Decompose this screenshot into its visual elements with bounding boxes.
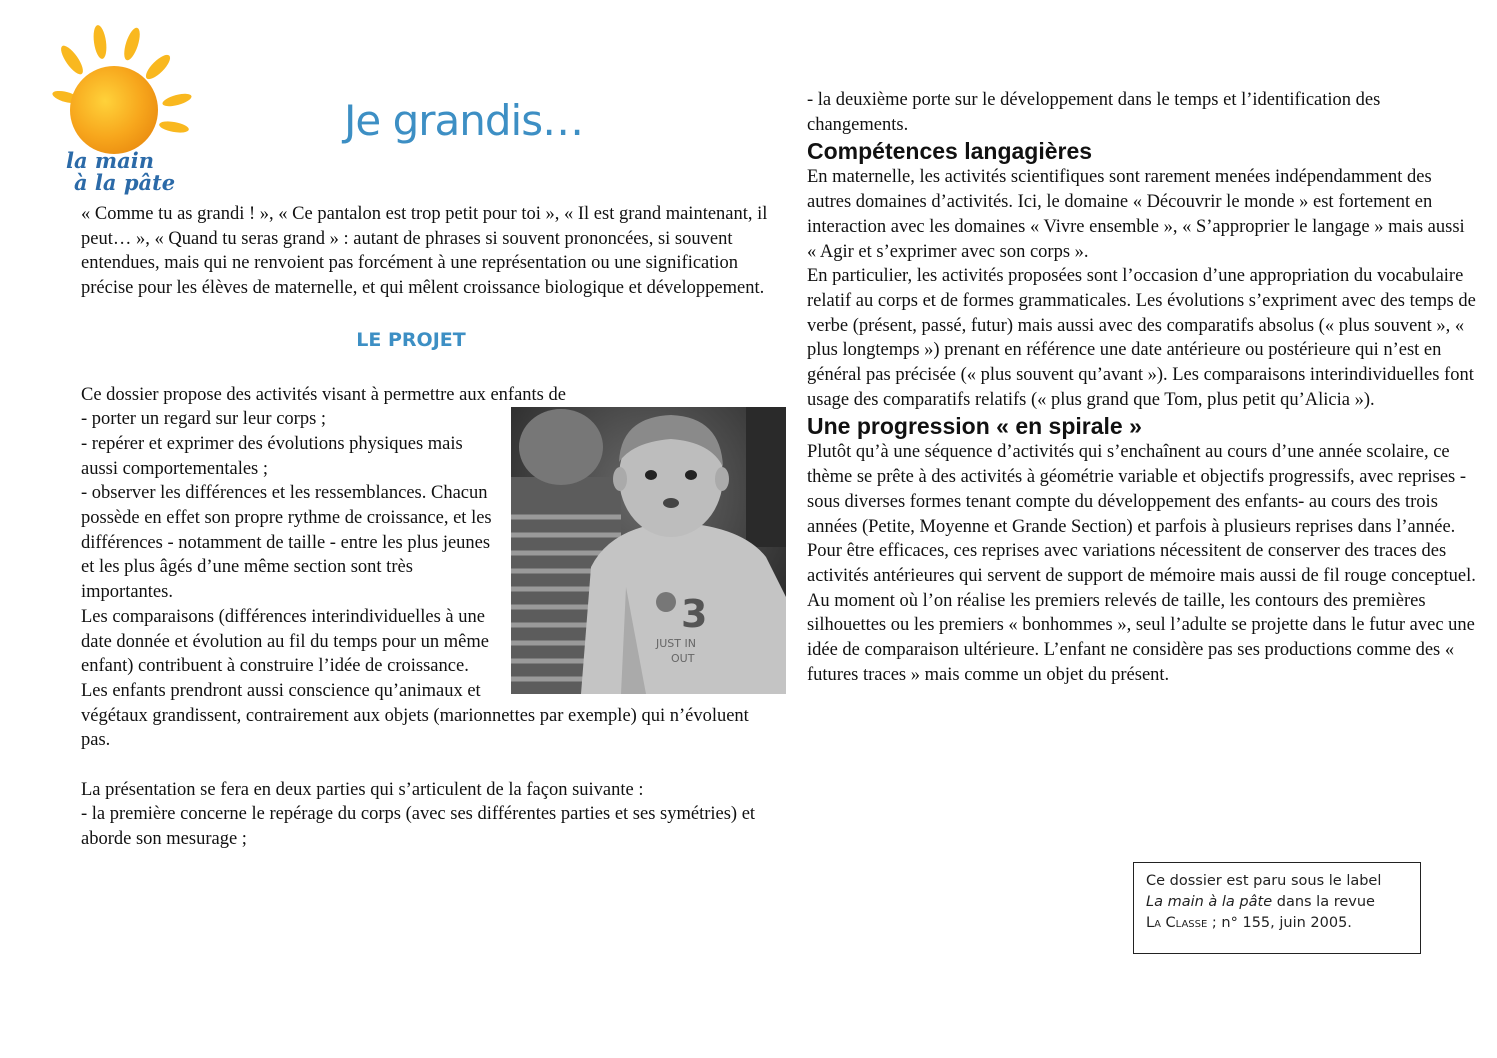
note-line-3 [1146, 913, 1408, 934]
progression-paragraph-3: Au moment où l’on réalise les premiers relevés de taille, les contours des premières silhouettes ou les premiers « bonhommes », seul l’adulte se projette dans le futur avec une idée de comparaison ultérieure. L’enfant ne considère pas ses productions comme des « futures traces » mais comme un objet du présent. [807, 590, 1475, 685]
projet-line-0: Ce dossier propose des activités visant à permettre aux enfants de [81, 384, 566, 405]
presentation-intro: La présentation se fera en deux parties qui s’articulent de la façon suivante : [81, 779, 644, 800]
note-line-3-rest: ; n° 155, juin 2005. [1207, 915, 1352, 931]
section-heading-projet: LE PROJET [356, 328, 466, 351]
sun-logo-icon [52, 22, 197, 200]
shirt-text-2: OUT [671, 652, 695, 666]
shirt-text-1: JUST IN [656, 637, 696, 651]
heading-progression: Une progression « en spirale » [807, 413, 1142, 440]
note-label: La main à la pâte [1146, 894, 1273, 910]
la-main-a-la-pate-logo [52, 22, 197, 200]
note-revue: La Classe [1146, 915, 1208, 931]
projet-line-1: - porter un regard sur leur corps ; [81, 409, 327, 430]
logo-text-line2: à la pâte [74, 170, 176, 195]
shirt-number: 3 [681, 592, 708, 637]
child-photo [511, 407, 786, 694]
intro-paragraph: « Comme tu as grandi ! », « Ce pantalon est trop petit pour toi », « Il est grand maintenant, il peut… », « Quand tu seras grand » : autant de phrases si souvent prononcées, si souvent entendues, mais qui ne renvoient pas forcément à une représentation ou une signification précise pour les élèves de maternelle, et qui mêlent croissance biologique et développement. [81, 204, 768, 299]
projet-line-3: - observer les différences et les ressemblances. Chacun possède en effet son propre rythme de croissance, et les différences - notamment de taille - entre les plus jeunes et les plus âgés d’une même section sont très importantes. [81, 483, 492, 603]
logo-text-line1: la main [66, 148, 154, 173]
note-line-1: Ce dossier est paru sous le label [1146, 873, 1382, 889]
note-line-2-rest: dans la revue [1272, 894, 1375, 910]
presentation-part-1: - la première concerne le repérage du corps (avec ses différentes parties et ses symétries) et aborde son mesurage ; [81, 804, 756, 850]
progression-paragraph-2: Pour être efficaces, ces reprises avec variations nécessitent de conserver des traces des activités antérieures qui servent de support de mémoire mais aussi de fil rouge conceptuel. [807, 541, 1476, 586]
left-column [81, 202, 771, 852]
page-title: Je grandis… [344, 96, 584, 145]
right-column [807, 88, 1477, 687]
competences-paragraph-1: En maternelle, les activités scientifiques sont rarement menées indépendamment des autres domaines d’activités. Ici, le domaine « Découvrir le monde » est fortement en interaction avec les domaines « Vivre ensemble », « S’approprier le langage » mais aussi « Agir et s’exprimer avec son corps ». [807, 167, 1465, 262]
projet-line-5: Les enfants prendront aussi conscience qu’animaux et végétaux grandissent, contrairement aux objets (marionnettes par exemple) qui n’évoluent pas. [81, 680, 749, 751]
publication-note [1133, 862, 1421, 954]
child-photo-image [511, 407, 786, 694]
competences-paragraph-2: En particulier, les activités proposées sont l’occasion d’une appropriation du vocabulaire relatif au corps et de formes grammaticales. Les évolutions s’expriment avec des temps de verbe (présent, passé, futur) mais aussi avec des comparatifs absolus (« plus souvent », « plus longtemps ») prenant en référence une date antérieure ou postérieure qui n’est en général pas précisée (« plus souvent qu’avant »). Les comparaisons interindividuelles font usage des comparatifs relatifs (« plus grand que Tom, plus petit qu’Alicia »). [807, 266, 1476, 410]
progression-paragraph-1: Plutôt qu’à une séquence d’activités qui s’enchaînent au cours d’une année scolaire, ce thème se prête à des activités à géométrie variable et objectifs progressifs, avec reprises - sous diverses formes tenant compte du développement des enfants- au cours des trois années (Petite, Moyenne et Grande Section) et parfois à plusieurs reprises dans l’année. [807, 442, 1467, 537]
heading-competences: Compétences langagières [807, 138, 1093, 165]
projet-line-4: Les comparaisons (différences interindividuelles à une date donnée et évolution au fil du temps pour un même enfant) contribuent à construire l’idée de croissance. [81, 606, 489, 677]
presentation-part-2: - la deuxième porte sur le développement dans le temps et l’identification des changements. [807, 90, 1381, 135]
projet-line-2: - repérer et exprimer des évolutions physiques mais aussi comportementales ; [81, 433, 463, 479]
note-line-2 [1146, 892, 1408, 913]
